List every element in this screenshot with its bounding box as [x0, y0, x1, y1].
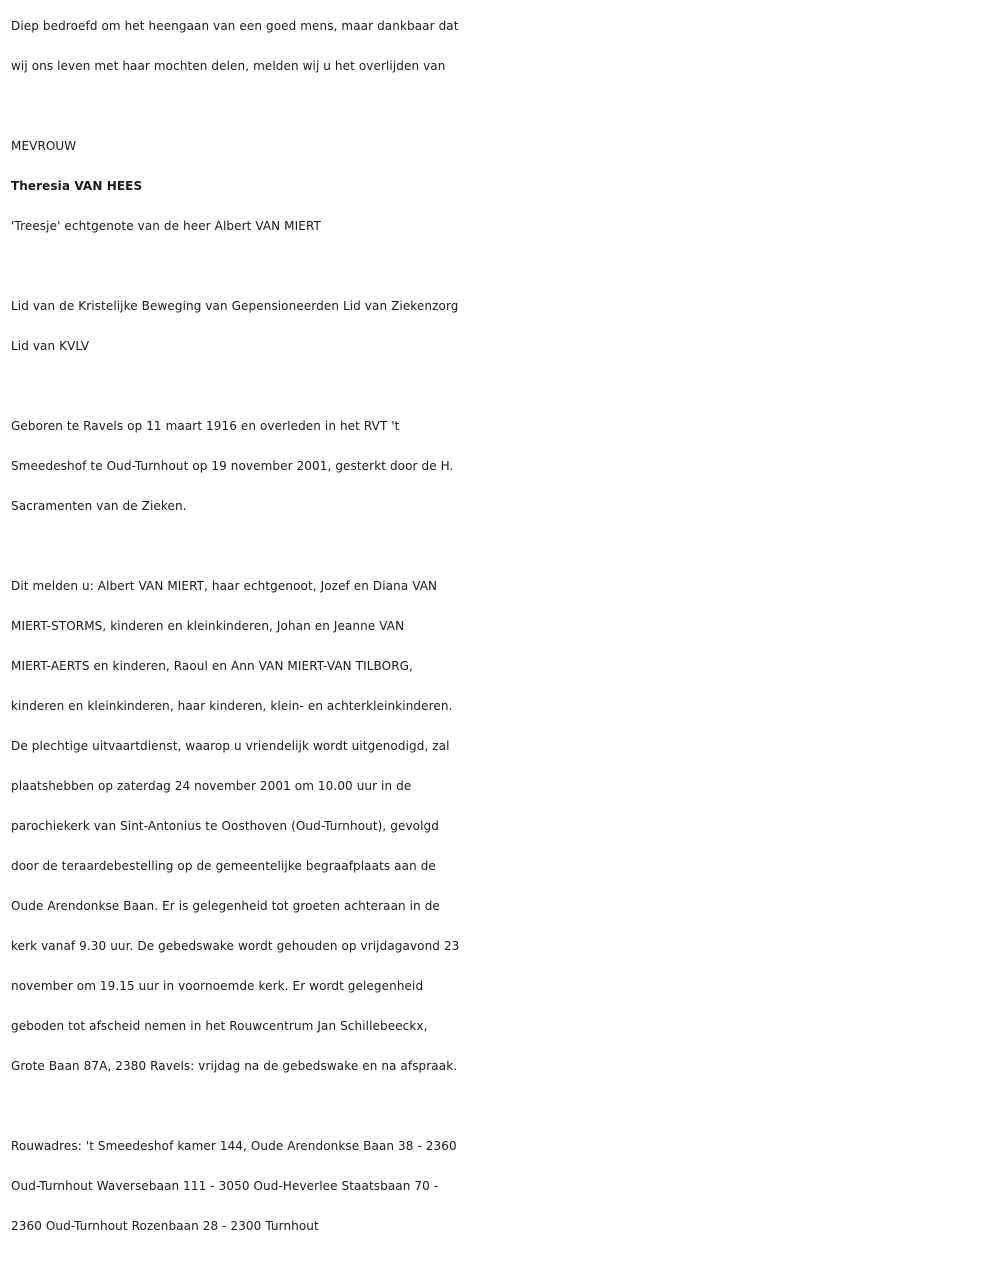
text-line: geboden tot afscheid nemen in het Rouwcentrum Jan Schillebeeckx,	[11, 1019, 428, 1033]
text-line: De plechtige uitvaartdienst, waarop u vriendelijk wordt uitgenodigd, zal	[11, 739, 450, 753]
intro-paragraph	[11, 6, 996, 86]
deceased-name: Theresia VAN HEES	[11, 179, 143, 193]
text-line: MIERT-STORMS, kinderen en kleinkinderen, Johan en Jeanne VAN	[11, 619, 405, 633]
text-line: Lid van de Kristelijke Beweging van Gepensioneerden Lid van Ziekenzorg	[11, 299, 459, 313]
text-line: Dit melden u: Albert VAN MIERT, haar echtgenoot, Jozef en Diana VAN	[11, 579, 438, 593]
text-line: Lid van KVLV	[11, 339, 90, 353]
text-line: Oude Arendonkse Baan. Er is gelegenheid tot groeten achteraan in de	[11, 899, 440, 913]
text-line: kinderen en kleinkinderen, haar kinderen, klein- en achterkleinkinderen.	[11, 699, 453, 713]
text-line: Diep bedroefd om het heengaan van een goed mens, maar dankbaar dat	[11, 19, 459, 33]
paragraph-spacer	[11, 246, 996, 286]
nickname-line: 'Treesje' echtgenote van de heer Albert VAN MIERT	[11, 219, 321, 233]
text-line: wij ons leven met haar mochten delen, melden wij u het overlijden van	[11, 59, 446, 73]
paragraph-spacer	[11, 526, 996, 566]
text-line: Oud-Turnhout Waversebaan 111 - 3050 Oud-Heverlee Staatsbaan 70 -	[11, 1179, 439, 1193]
text-line: Grote Baan 87A, 2380 Ravels: vrijdag na de gebedswake en na afspraak.	[11, 1059, 458, 1073]
paragraph-spacer	[11, 1086, 996, 1126]
text-line: Smeedeshof te Oud-Turnhout op 19 november 2001, gesterkt door de H.	[11, 459, 454, 473]
text-line: Geboren te Ravels op 11 maart 1916 en overleden in het RVT 't	[11, 419, 400, 433]
paragraph-spacer	[11, 366, 996, 406]
text-line: MIERT-AERTS en kinderen, Raoul en Ann VAN MIERT-VAN TILBORG,	[11, 659, 413, 673]
obituary-document	[11, 6, 996, 1246]
text-line: november om 19.15 uur in voornoemde kerk. Er wordt gelegenheid	[11, 979, 424, 993]
paragraph-spacer	[11, 86, 996, 126]
title-prefix: MEVROUW	[11, 139, 77, 153]
addresses-paragraph	[11, 1126, 996, 1246]
memberships-paragraph	[11, 286, 996, 366]
announcement-paragraph	[11, 566, 996, 1086]
text-line: plaatshebben op zaterdag 24 november 2001 om 10.00 uur in de	[11, 779, 412, 793]
text-line: Sacramenten van de Zieken.	[11, 499, 187, 513]
text-line: Rouwadres: 't Smeedeshof kamer 144, Oude Arendonkse Baan 38 - 2360	[11, 1139, 457, 1153]
text-line: parochiekerk van Sint-Antonius te Oosthoven (Oud-Turnhout), gevolgd	[11, 819, 439, 833]
text-line: kerk vanaf 9.30 uur. De gebedswake wordt gehouden op vrijdagavond 23	[11, 939, 460, 953]
text-line: door de teraardebestelling op de gemeentelijke begraafplaats aan de	[11, 859, 436, 873]
text-line: 2360 Oud-Turnhout Rozenbaan 28 - 2300 Turnhout	[11, 1219, 319, 1233]
birth-death-paragraph	[11, 406, 996, 526]
